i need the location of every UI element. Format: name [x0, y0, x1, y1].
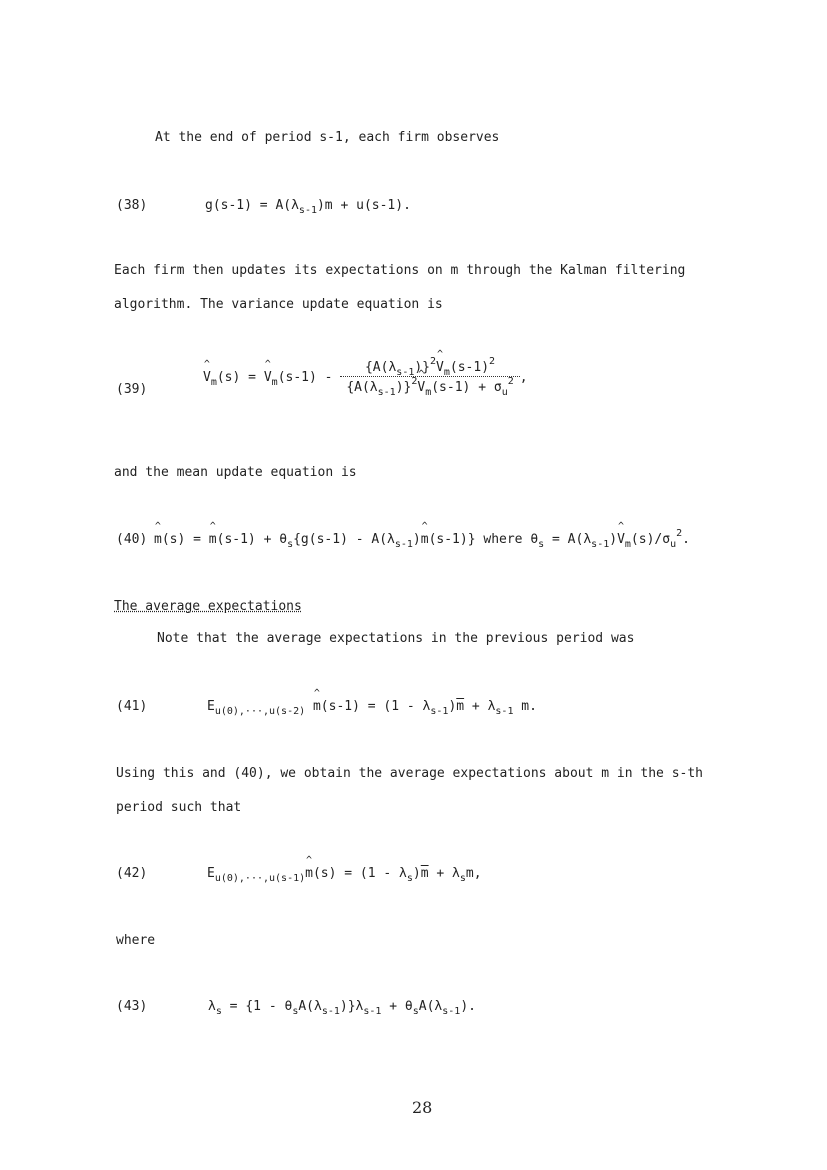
- equation-41: $E_{u(0),\cdot\cdot\cdot,u(s-2)}$ ^ $m(s-1) = (1 - \lambda_{s-1})\overline{m} + \lambda_{s-1}$ m.: [207, 699, 537, 714]
- equation-number: (43): [116, 999, 148, 1014]
- paragraph-text: period such that: [116, 800, 242, 815]
- paragraph-text: algorithm. The variance update equation is: [114, 297, 443, 312]
- paragraph-text: Using this and (40), we obtain the average expectations about m in the s-th: [116, 766, 703, 781]
- paragraph-text: Note that the average expectations in the previous period was: [157, 631, 635, 646]
- paragraph-text: and the mean update equation is: [114, 465, 357, 480]
- equation-number: (40): [116, 532, 148, 547]
- section-heading: The average expectations: [114, 599, 302, 614]
- equation-38: $g(s-1) = A(\lambda_{s-1})m + u(s-1)$.: [205, 198, 411, 216]
- equation-number: (42): [116, 866, 148, 881]
- where-word: where: [483, 532, 523, 547]
- paragraph-text: Each firm then updates its expectations on m through the Kalman filtering: [114, 263, 686, 278]
- equation-number: (39): [116, 382, 148, 397]
- equation-number: (41): [116, 699, 148, 714]
- equation-40: ^ m(s) = ^ $m(s-1) + \theta_s\{g(s-1)$ - $A(\lambda_{s-1})\^{}$ m(s-1)} where $\theta_s$ = $A(\lambda_{s-1})\^{}$ $V_m(s)/\sigma_u^2$.: [154, 532, 690, 547]
- paragraph-text: where: [116, 933, 156, 948]
- paragraph-text: At the end of period s-1, each firm observes: [155, 130, 500, 145]
- page-number: 28: [412, 1098, 433, 1117]
- equation-number: (38): [116, 198, 148, 213]
- equation-43: $\lambda_s = \{1 - \theta_sA(\lambda_{s-1})\}\lambda_{s-1} + \theta_sA(\lambda_{s-1})$.: [208, 999, 476, 1017]
- equation-42: $E_{u(0),\cdot\cdot\cdot,u(s-1)}\^{}$ $m(s) = (1 - \lambda_s)\overline{m} + \lambda_sm$,: [207, 866, 482, 881]
- equation-39: ^ $V_m(s)$ = ^ $V_m(s-1)$ - $\frac{\{A(\lambda_{s-1})\}^2\^{} V_m(s-1)^2}{\{A(\lambda_{s-1})\}^2\^{} V_m(s-1) + \sigma_u^2}$ ,: [203, 360, 528, 395]
